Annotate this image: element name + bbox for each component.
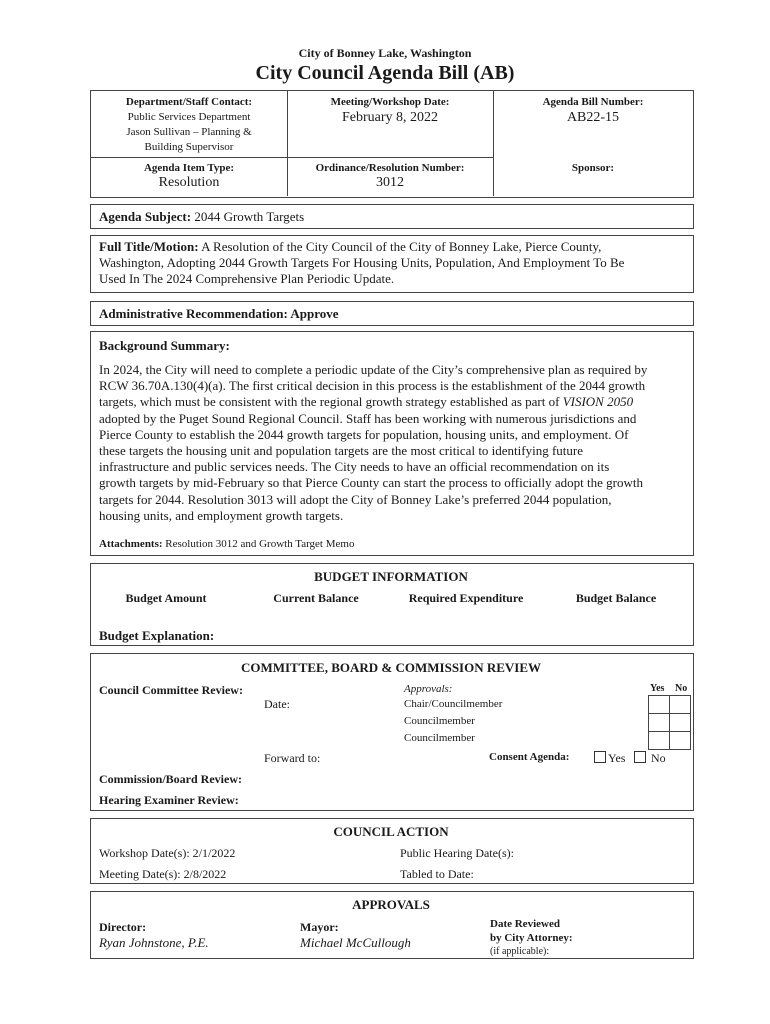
- meeting-value: February 8, 2022: [341, 110, 439, 125]
- recommendation-box: [90, 301, 694, 326]
- dept-line2: Jason Sullivan – Planning &: [126, 126, 252, 138]
- bill-number: [493, 96, 693, 126]
- background-line: targets, which must be consistent with the regional growth strategy established as part of: [99, 394, 563, 410]
- yes-header: Yes: [650, 683, 665, 694]
- attachments-label: Attachments:: [99, 538, 163, 550]
- committee-title: COMMITTEE, BOARD & COMMISSION REVIEW: [240, 660, 542, 675]
- hearing-examiner-review: Hearing Examiner Review:: [99, 793, 239, 807]
- consent-agenda-label: Consent Agenda:: [489, 751, 570, 763]
- approval-yes-cell[interactable]: [649, 732, 670, 750]
- approver-member-2: Councilmember: [404, 732, 475, 744]
- background-line: adopted by the Puget Sound Regional Council. Staff has been working with numerous jurisdictions and: [99, 410, 637, 426]
- vision-2050: VISION 2050: [562, 394, 634, 410]
- mayor-name: Michael McCullough: [300, 935, 411, 950]
- background-line: these targets the housing unit and population targets are the most critical to identifying future: [99, 443, 584, 459]
- council-action-box: [90, 818, 694, 884]
- meeting-dates: Meeting Date(s): 2/8/2022: [99, 867, 227, 881]
- recommendation: Administrative Recommendation: Approve: [99, 306, 339, 321]
- workshop-dates: Workshop Date(s): 2/1/2022: [99, 846, 236, 860]
- attorney-line3: (if applicable):: [490, 946, 550, 957]
- council-committee-review: Council Committee Review:: [99, 683, 243, 697]
- sponsor-label: Sponsor:: [571, 162, 615, 174]
- subject-label: Agenda Subject:: [99, 209, 192, 224]
- approval-checkbox-grid: [648, 695, 691, 750]
- approvals-box: [90, 891, 694, 959]
- full-title-line1: A Resolution of the City Council of the City of Bonney Lake, Pierce County,: [201, 239, 602, 254]
- attorney-line1: Date Reviewed: [490, 918, 560, 930]
- background-line: growth targets by mid-February so that Pierce County can start the process to officially adopt the growth: [99, 475, 643, 491]
- background-line: Pierce County to establish the 2044 growth targets for population, housing units, and employment. Of: [99, 426, 629, 442]
- consent-yes[interactable]: [594, 751, 625, 766]
- background-line: housing units, and employment growth targets.: [99, 507, 344, 523]
- approver-member-1: Councilmember: [404, 715, 475, 727]
- dept-contact: [91, 96, 287, 155]
- approval-no-cell[interactable]: [670, 696, 691, 714]
- tabled-to-date: Tabled to Date:: [400, 867, 474, 881]
- meeting-date: [287, 96, 493, 126]
- consent-no-label: No: [651, 751, 666, 765]
- full-title-line2: Washington, Adopting 2044 Growth Targets For Housing Units, Population, And Employment To Be: [99, 255, 625, 270]
- director-name: Ryan Johnstone, P.E.: [99, 935, 209, 950]
- budget-col-amount: Budget Amount: [125, 591, 207, 605]
- background-text: [99, 362, 691, 524]
- background-box: [90, 331, 694, 556]
- director-label: Director:: [99, 920, 147, 934]
- page-title: City Council Agenda Bill (AB): [255, 62, 515, 84]
- ordinance-number: [287, 162, 493, 191]
- subject-value: 2044 Growth Targets: [194, 209, 305, 224]
- budget-col-current: Current Balance: [273, 591, 359, 605]
- approvals-title: APPROVALS: [352, 897, 430, 912]
- bill-label: Agenda Bill Number:: [542, 96, 644, 108]
- sponsor: [493, 162, 693, 174]
- approver-chair: Chair/Councilmember: [404, 698, 503, 710]
- item-type-label: Agenda Item Type:: [143, 162, 235, 174]
- budget-col-required: Required Expenditure: [408, 591, 524, 605]
- ordinance-label: Ordinance/Resolution Number:: [315, 162, 465, 174]
- budget-title: BUDGET INFORMATION: [314, 569, 468, 584]
- approval-yes-cell[interactable]: [649, 696, 670, 714]
- full-title-line3: Used In The 2024 Comprehensive Plan Periodic Update.: [99, 271, 395, 286]
- council-action-title: COUNCIL ACTION: [333, 824, 449, 839]
- consent-yes-label: Yes: [608, 751, 626, 765]
- item-type-value: Resolution: [158, 175, 220, 190]
- mayor-label: Mayor:: [300, 920, 339, 934]
- dept-label: Department/Staff Contact:: [125, 96, 253, 108]
- city-name: City of Bonney Lake, Washington: [298, 46, 472, 60]
- committee-box: [90, 653, 694, 811]
- agenda-subject-box: [90, 204, 694, 229]
- bill-value: AB22-15: [566, 110, 620, 125]
- background-label: Background Summary:: [99, 338, 230, 353]
- dept-line3: Building Supervisor: [144, 141, 234, 153]
- attachments-value: Resolution 3012 and Growth Target Memo: [165, 538, 355, 550]
- full-title-box: [90, 235, 694, 293]
- budget-col-balance: Budget Balance: [575, 591, 657, 605]
- no-header: No: [675, 683, 688, 694]
- ordinance-value: 3012: [376, 175, 404, 190]
- approval-no-cell[interactable]: [670, 714, 691, 732]
- background-line: targets for 2044. Resolution 3013 will adopt the City of Bonney Lake’s preferred 2044 population,: [99, 491, 612, 507]
- consent-no-checkbox[interactable]: [634, 751, 646, 763]
- commission-review: Commission/Board Review:: [99, 772, 242, 786]
- budget-box: [90, 563, 694, 646]
- meeting-label: Meeting/Workshop Date:: [330, 96, 450, 108]
- approvals-label: Approvals:: [404, 683, 453, 695]
- approval-yes-cell[interactable]: [649, 714, 670, 732]
- consent-no[interactable]: [634, 751, 666, 766]
- approval-no-cell[interactable]: [670, 732, 691, 750]
- budget-explanation: Budget Explanation:: [99, 628, 215, 643]
- background-line: In 2024, the City will need to complete a periodic update of the City’s comprehensive plan as required by: [99, 362, 648, 377]
- public-hearing-dates: Public Hearing Date(s):: [400, 846, 514, 860]
- background-line: RCW 36.70A.130(4)(a). The first critical decision in this process is the establishment of the 2044 growth: [99, 378, 646, 394]
- forward-to: Forward to:: [264, 751, 321, 765]
- attorney-line2: by City Attorney:: [490, 932, 573, 944]
- background-line: infrastructure and public services needs. The City needs to have an official recommendation on its: [99, 459, 610, 475]
- info-grid: [90, 90, 694, 198]
- committee-date: Date:: [264, 697, 290, 711]
- item-type: [91, 162, 287, 191]
- consent-yes-checkbox[interactable]: [594, 751, 606, 763]
- full-title-label: Full Title/Motion:: [99, 239, 199, 254]
- dept-line1: Public Services Department: [127, 111, 251, 123]
